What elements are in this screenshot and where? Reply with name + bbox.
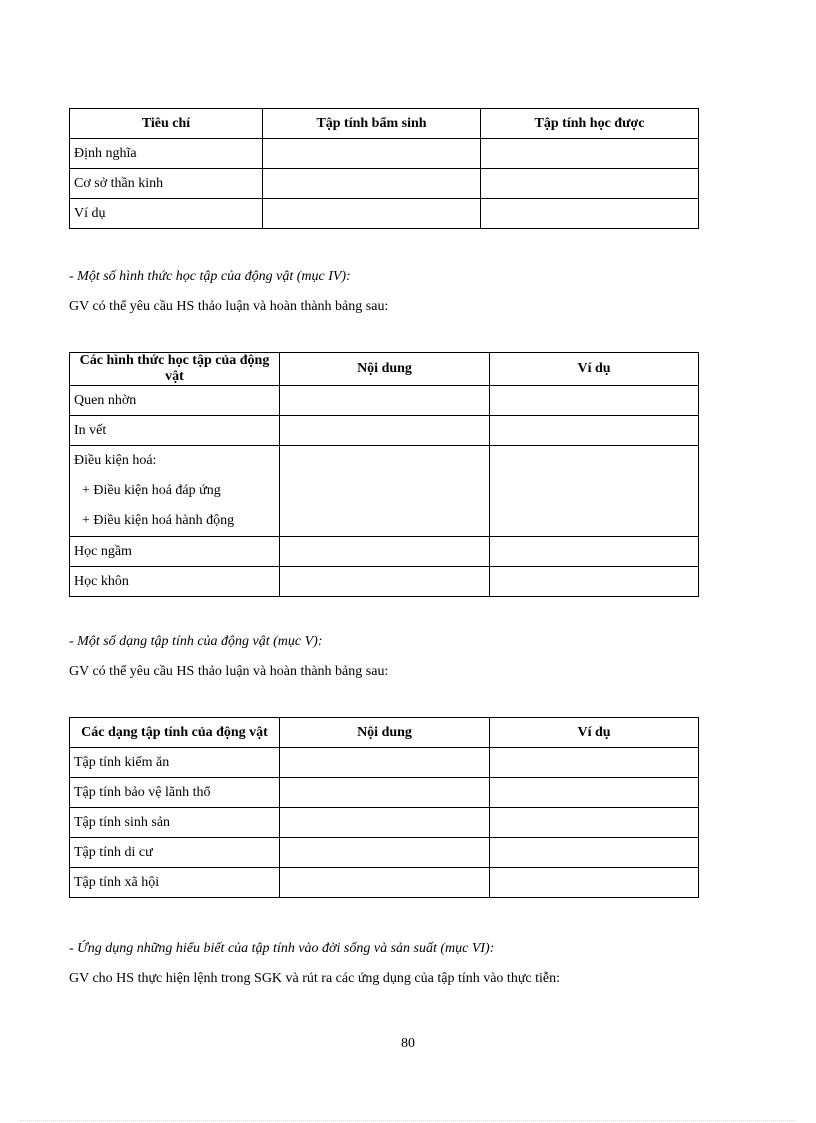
column-header: Ví dụ bbox=[490, 718, 699, 748]
column-header: Tập tính bẩm sinh bbox=[263, 109, 481, 139]
empty-cell bbox=[490, 386, 699, 416]
row-label bbox=[70, 446, 280, 537]
empty-cell bbox=[280, 537, 490, 567]
section-text: GV có thể yêu cầu HS thảo luận và hoàn thành bảng sau: bbox=[69, 299, 389, 314]
row-label: Tập tính di cư bbox=[70, 838, 280, 868]
row-label: Tập tính xã hội bbox=[70, 868, 280, 898]
empty-cell bbox=[280, 838, 490, 868]
table-row bbox=[70, 199, 699, 229]
learning-forms-table bbox=[69, 352, 699, 597]
table-row bbox=[70, 567, 699, 597]
table-row bbox=[70, 416, 699, 446]
empty-cell bbox=[490, 537, 699, 567]
section-text: GV cho HS thực hiện lệnh trong SGK và rút ra các ứng dụng của tập tính vào thực tiễn: bbox=[69, 971, 561, 986]
empty-cell bbox=[280, 416, 490, 446]
row-sublabel: + Điều kiện hoá hành động bbox=[82, 513, 235, 528]
column-header: Nội dung bbox=[280, 718, 490, 748]
empty-cell bbox=[280, 567, 490, 597]
empty-cell bbox=[280, 868, 490, 898]
empty-cell bbox=[490, 868, 699, 898]
row-label: Cơ sở thần kinh bbox=[70, 169, 263, 199]
row-label: In vết bbox=[70, 416, 280, 446]
section-text: GV có thể yêu cầu HS thảo luận và hoàn thành bảng sau: bbox=[69, 664, 389, 679]
column-header: Các hình thức học tập của động vật bbox=[70, 353, 280, 386]
empty-cell bbox=[490, 778, 699, 808]
table-row bbox=[70, 169, 699, 199]
table-row bbox=[70, 778, 699, 808]
column-header: Tập tính học được bbox=[481, 109, 699, 139]
row-label: Định nghĩa bbox=[70, 139, 263, 169]
row-label: Học khôn bbox=[70, 567, 280, 597]
table-row bbox=[70, 748, 699, 778]
section-heading: - Ứng dụng những hiểu biết của tập tính vào đời sống và sản suất (mục VI): bbox=[69, 941, 495, 956]
column-header: Tiêu chí bbox=[70, 109, 263, 139]
column-header: Ví dụ bbox=[490, 353, 699, 386]
row-label-line: Điều kiện hoá: bbox=[74, 453, 157, 468]
row-label: Tập tính kiếm ăn bbox=[70, 748, 280, 778]
table-header-row bbox=[70, 718, 699, 748]
table-header-row bbox=[70, 109, 699, 139]
row-sublabel: + Điều kiện hoá đáp ứng bbox=[82, 483, 221, 498]
empty-cell bbox=[263, 199, 481, 229]
empty-cell bbox=[280, 386, 490, 416]
section-heading: - Một số dạng tập tính của động vật (mục V): bbox=[69, 634, 323, 649]
empty-cell bbox=[490, 808, 699, 838]
table-row bbox=[70, 537, 699, 567]
row-label: Tập tính bảo vệ lãnh thổ bbox=[70, 778, 280, 808]
empty-cell bbox=[481, 169, 699, 199]
empty-cell bbox=[490, 446, 699, 537]
empty-cell bbox=[481, 139, 699, 169]
row-label: Quen nhờn bbox=[70, 386, 280, 416]
page-footer-divider bbox=[20, 1120, 796, 1121]
table-header-row bbox=[70, 353, 699, 386]
column-header: Các dạng tập tính của động vật bbox=[70, 718, 280, 748]
table-row bbox=[70, 386, 699, 416]
table-row bbox=[70, 139, 699, 169]
empty-cell bbox=[481, 199, 699, 229]
empty-cell bbox=[263, 169, 481, 199]
empty-cell bbox=[490, 748, 699, 778]
section-heading: - Một số hình thức học tập của động vật (mục IV): bbox=[69, 269, 351, 284]
behavior-criteria-table bbox=[69, 108, 699, 229]
row-label: Ví dụ bbox=[70, 199, 263, 229]
table-row bbox=[70, 838, 699, 868]
empty-cell bbox=[490, 838, 699, 868]
table-row bbox=[70, 868, 699, 898]
behavior-types-table bbox=[69, 717, 699, 898]
row-label: Học ngầm bbox=[70, 537, 280, 567]
page-number: 80 bbox=[401, 1036, 415, 1051]
empty-cell bbox=[280, 808, 490, 838]
column-header: Nội dung bbox=[280, 353, 490, 386]
empty-cell bbox=[280, 446, 490, 537]
empty-cell bbox=[280, 748, 490, 778]
empty-cell bbox=[280, 778, 490, 808]
empty-cell bbox=[490, 567, 699, 597]
empty-cell bbox=[263, 139, 481, 169]
table-row bbox=[70, 446, 699, 537]
row-label: Tập tính sinh sản bbox=[70, 808, 280, 838]
empty-cell bbox=[490, 416, 699, 446]
table-row bbox=[70, 808, 699, 838]
